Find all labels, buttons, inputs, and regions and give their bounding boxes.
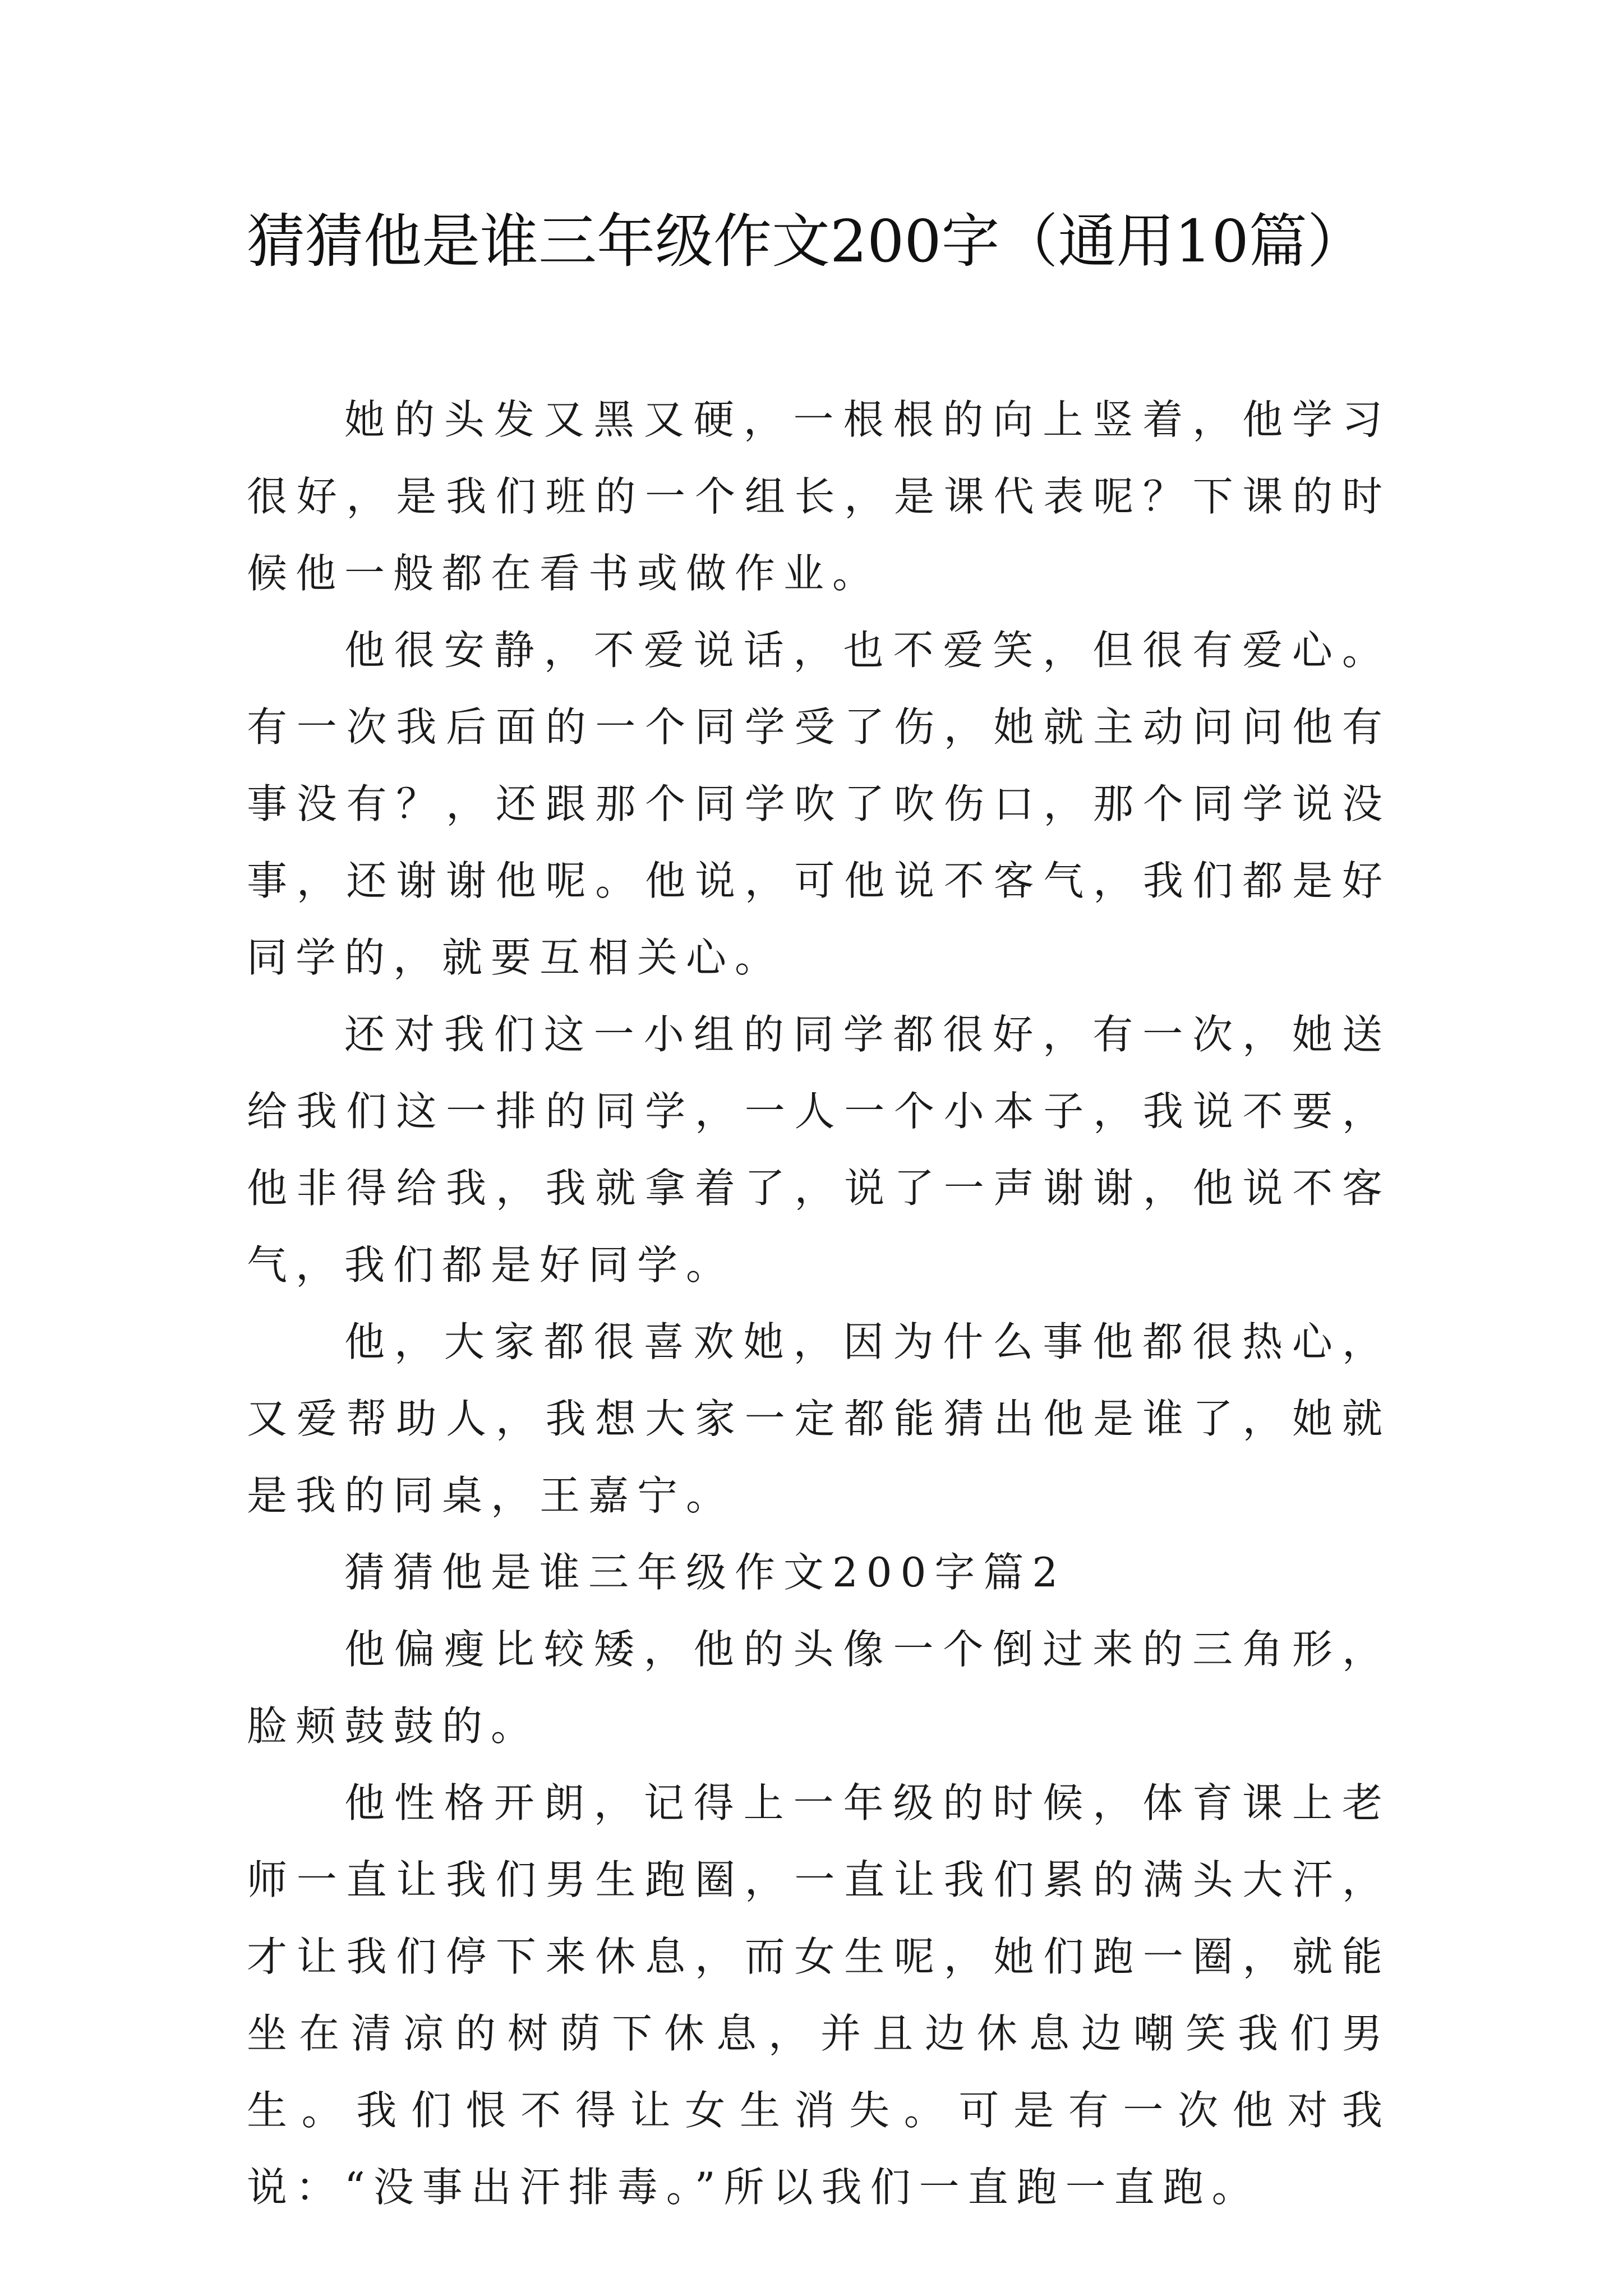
document-body xyxy=(247,381,1391,2226)
paragraph: 他，大家都很喜欢她，因为什么事他都很热心，又爱帮助人，我想大家一定都能猜出他是谁了，她就是我的同桌，王嘉宁。 xyxy=(247,1318,1391,1519)
paragraph: 还对我们这一小组的同学都很好，有一次，她送给我们这一排的同学，一人一个小本子，我说不要，他非得给我，我就拿着了，说了一声谢谢，他说不客气，我们都是好同学。 xyxy=(247,1011,1391,1289)
paragraph: 他很安静，不爱说话，也不爱笑，但很有爱心。有一次我后面的一个同学受了伤，她就主动问问他有事没有？，还跟那个同学吹了吹伤口，那个同学说没事，还谢谢他呢。他说，可他说不客气，我们都是好同学的，就要互相关心。 xyxy=(247,627,1391,981)
section-heading: 猜猜他是谁三年级作文200字篇2 xyxy=(344,1549,1067,1596)
paragraph: 她的头发又黑又硬，一根根的向上竖着，他学习很好，是我们班的一个组长，是课代表呢？下课的时候他一般都在看书或做作业。 xyxy=(247,396,1391,597)
paragraph: 他偏瘦比较矮，他的头像一个倒过来的三角形，脸颊鼓鼓的。 xyxy=(247,1626,1391,1750)
document-title: 猜猜他是谁三年级作文200字（通用10篇） xyxy=(247,207,1366,275)
paragraph: 他性格开朗，记得上一年级的时候，体育课上老师一直让我们男生跑圈，一直让我们累的满头大汗，才让我们停下来休息，而女生呢，她们跑一圈，就能坐在清凉的树荫下休息，并且边休息边嘲笑我们男生。我们恨不得让女生消失。可是有一次他对我说：“没事出汗排毒。”所以我们一直跑一直跑。 xyxy=(247,1779,1391,2211)
